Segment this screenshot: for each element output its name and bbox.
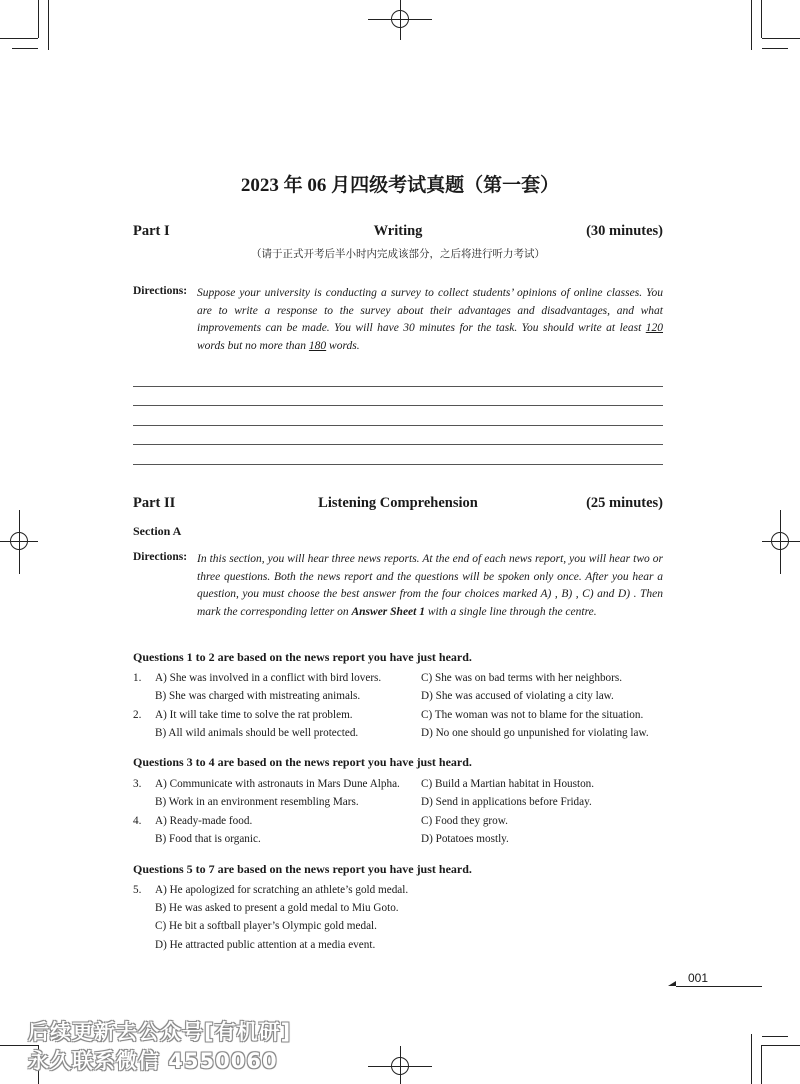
question-group-heading: Questions 3 to 4 are based on the news report you have just heard. bbox=[133, 755, 472, 769]
writing-line bbox=[133, 464, 663, 465]
answer-sheet-ref: Answer Sheet 1 bbox=[351, 605, 425, 618]
writing-line bbox=[133, 444, 663, 445]
option-c: C) The woman was not to blame for the situation. bbox=[421, 709, 644, 721]
question-group-heading: Questions 1 to 2 are based on the news report you have just heard. bbox=[133, 650, 472, 664]
section-a-heading: Section A bbox=[133, 524, 182, 538]
part2-directions-end: with a single line through the centre. bbox=[424, 605, 597, 618]
writing-line bbox=[133, 425, 663, 426]
option-c: C) Build a Martian habitat in Houston. bbox=[421, 778, 595, 790]
min-words: 120 bbox=[645, 322, 663, 335]
watermark-line-1: 后续更新去公众号[有机研] bbox=[28, 1020, 292, 1044]
part2-directions-text: In this section, you will hear three news reports. At the end of each news report, you will hear two or three questions. Both the news report and the questions will be spoken only once. After you hear a question, you must choose the best answer from the four choices marked A) , B) , C) and D) . Then mark the corresponding letter on bbox=[197, 553, 663, 618]
page-number-rule bbox=[676, 986, 762, 987]
part2-directions-label: Directions: bbox=[133, 551, 188, 563]
option-d: D) Potatoes mostly. bbox=[421, 833, 509, 845]
option-b: B) Food that is organic. bbox=[155, 833, 261, 845]
part1-label: Part I bbox=[133, 223, 170, 239]
watermark-line-2: 永久联系微信 4550060 bbox=[28, 1049, 278, 1073]
writing-line bbox=[133, 386, 663, 387]
option-d: D) She was accused of violating a city law. bbox=[421, 690, 614, 702]
part2-time: (25 minutes) bbox=[586, 495, 663, 511]
option-a: A) He apologized for scratching an athlete’s gold medal. bbox=[155, 884, 409, 896]
option-c: C) Food they grow. bbox=[421, 815, 508, 827]
option-a: A) It will take time to solve the rat problem. bbox=[155, 709, 353, 721]
max-words: 180 bbox=[308, 339, 327, 352]
part1-directions bbox=[197, 285, 663, 355]
option-a: A) She was involved in a conflict with bird lovers. bbox=[155, 672, 382, 684]
option-b: B) All wild animals should be well protected. bbox=[155, 727, 359, 739]
option-b: B) He was asked to present a gold medal to Miu Goto. bbox=[155, 902, 399, 914]
option-c: C) She was on bad terms with her neighbors. bbox=[421, 672, 623, 684]
option-d: D) No one should go unpunished for violating law. bbox=[421, 727, 649, 739]
question-number: 5. bbox=[133, 884, 142, 896]
part1-directions-end: words. bbox=[326, 339, 360, 352]
option-d: D) Send in applications before Friday. bbox=[421, 796, 592, 808]
option-a: A) Communicate with astronauts in Mars Dune Alpha. bbox=[155, 778, 400, 790]
question-number: 3. bbox=[133, 778, 142, 790]
option-c: C) He bit a softball player’s Olympic gold medal. bbox=[155, 920, 377, 932]
page-number-marker bbox=[668, 981, 676, 986]
writing-line bbox=[133, 405, 663, 406]
part1-header bbox=[133, 223, 663, 240]
part1-directions-label: Directions: bbox=[133, 285, 188, 297]
part1-name: Writing bbox=[373, 223, 423, 239]
option-d: D) He attracted public attention at a media event. bbox=[155, 939, 376, 951]
question-number: 1. bbox=[133, 672, 142, 684]
part2-header bbox=[133, 495, 663, 512]
option-b: B) She was charged with mistreating animals. bbox=[155, 690, 361, 702]
question-group-heading: Questions 5 to 7 are based on the news report you have just heard. bbox=[133, 862, 472, 876]
part2-label: Part II bbox=[133, 495, 176, 511]
page-title: 2023 年 06 月四级考试真题（第一套） bbox=[240, 175, 560, 196]
question-number: 4. bbox=[133, 815, 142, 827]
question-number: 2. bbox=[133, 709, 142, 721]
part1-directions-text: Suppose your university is conducting a survey to collect students’ opinions of online classes. You are to write a response to the survey about their advantages and disadvantages, and what improvements can be made. You will have 30 minutes for the task. You should write at least bbox=[197, 287, 663, 335]
part1-time: (30 minutes) bbox=[586, 223, 663, 239]
part1-directions-middle: words but no more than bbox=[197, 339, 309, 352]
page-number: 001 bbox=[688, 971, 709, 985]
option-a: A) Ready-made food. bbox=[155, 815, 253, 827]
option-b: B) Work in an environment resembling Mars. bbox=[155, 796, 359, 808]
part2-name: Listening Comprehension bbox=[318, 495, 478, 511]
part2-directions bbox=[197, 551, 663, 621]
part1-note: （请于正式开考后半小时内完成该部分，之后将进行听力考试） bbox=[251, 249, 545, 260]
